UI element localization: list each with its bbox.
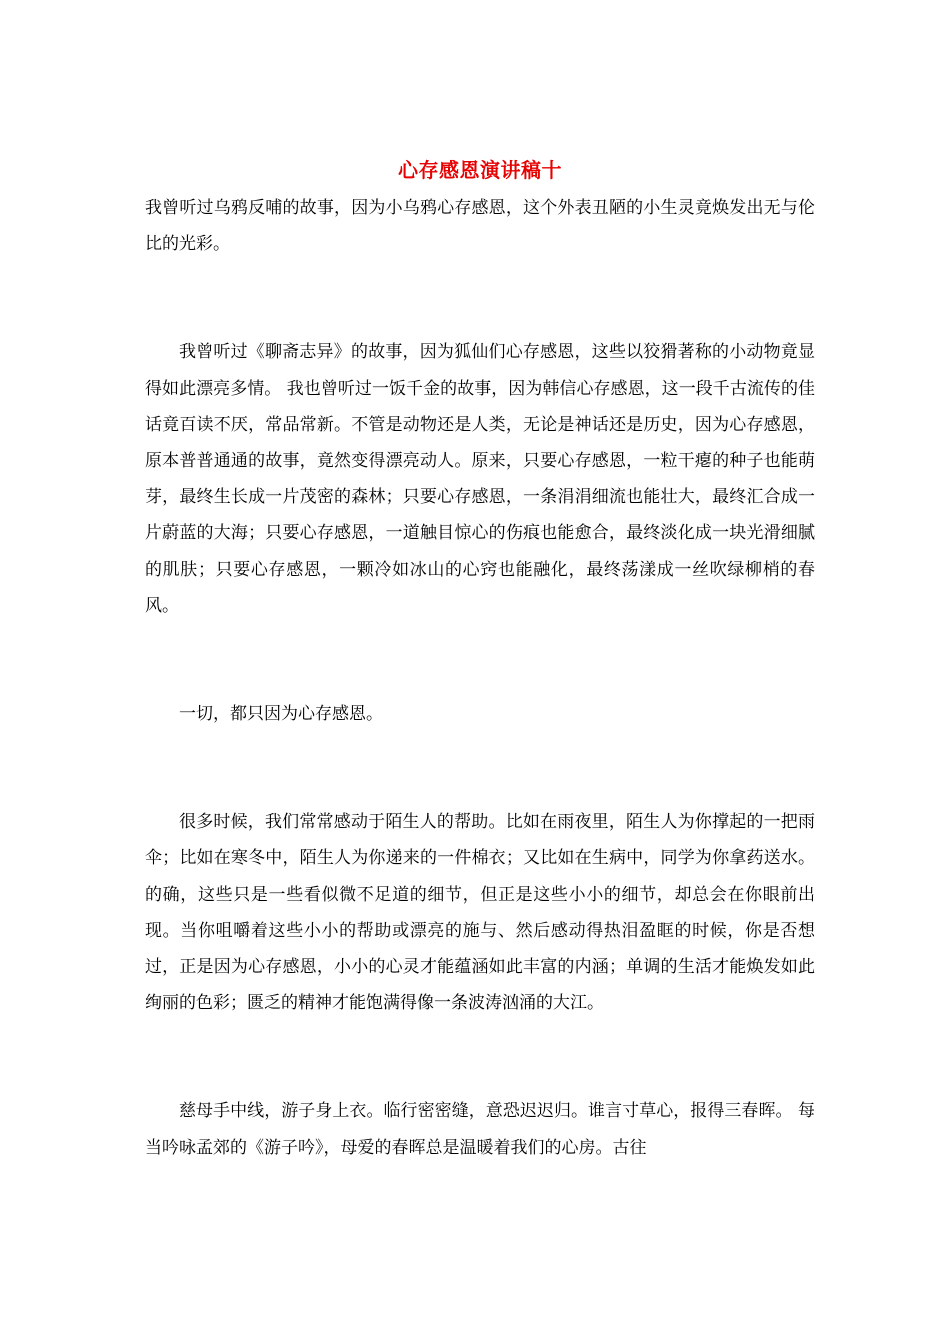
document-title: 心存感恩演讲稿十 [398, 158, 562, 182]
document-body [145, 150, 815, 1166]
paragraph-youzi-yin: 慈母手中线，游子身上衣。临行密密缝，意恐迟迟归。谁言寸草心，报得三春晖。 每当吟咏孟郊的《游子吟》，母爱的春晖总是温暖着我们的心房。古往 [145, 1101, 815, 1158]
paragraph-spacer [145, 732, 815, 804]
paragraph-all-because: 一切，都只因为心存感恩。 [179, 704, 383, 725]
paragraph-spacer [145, 1021, 815, 1093]
paragraph-spacer [145, 624, 815, 696]
paragraph-crow: 我曾听过乌鸦反哺的故事，因为小乌鸦心存感恩，这个外表丑陋的小生灵竟焕发出无与伦比的光彩。 [145, 198, 815, 255]
paragraph-strangers: 很多时候，我们常常感动于陌生人的帮助。比如在雨夜里，陌生人为你撑起的一把雨伞；比如在寒冬中，陌生人为你递来的一件棉衣；又比如在生病中，同学为你拿药送水。的确，这些只是一些看似微不足道的细节，但正是这些小小的细节，却总会在你眼前出现。当你咀嚼着这些小小的帮助或漂亮的施与、然后感动得热泪盈眶的时候，你是否想过，正是因为心存感恩，小小的心灵才能蕴涵如此丰富的内涵；单调的生活才能焕发如此绚丽的色彩；匮乏的精神才能饱满得像一条波涛汹涌的大江。 [145, 812, 815, 1014]
paragraph-spacer [145, 262, 815, 334]
paragraph-liaozhai: 我曾听过《聊斋志异》的故事，因为狐仙们心存感恩，这些以狡猾著称的小动物竟显得如此漂亮多情。 我也曾听过一饭千金的故事，因为韩信心存感恩，这一段千古流传的佳话竟百读不厌，常品常新。不管是动物还是人类，无论是神话还是历史，因为心存感恩，原本普普通通的故事，竟然变得漂亮动人。原来，只要心存感恩，一粒干瘪的种子也能萌芽，最终生长成一片茂密的森林；只要心存感恩，一条涓涓细流也能壮大，最终汇合成一片蔚蓝的大海；只要心存感恩，一道触目惊心的伤痕也能愈合，最终淡化成一块光滑细腻的肌肤；只要心存感恩，一颗冷如冰山的心窍也能融化，最终荡漾成一丝吹绿柳梢的春风。 [145, 342, 815, 616]
